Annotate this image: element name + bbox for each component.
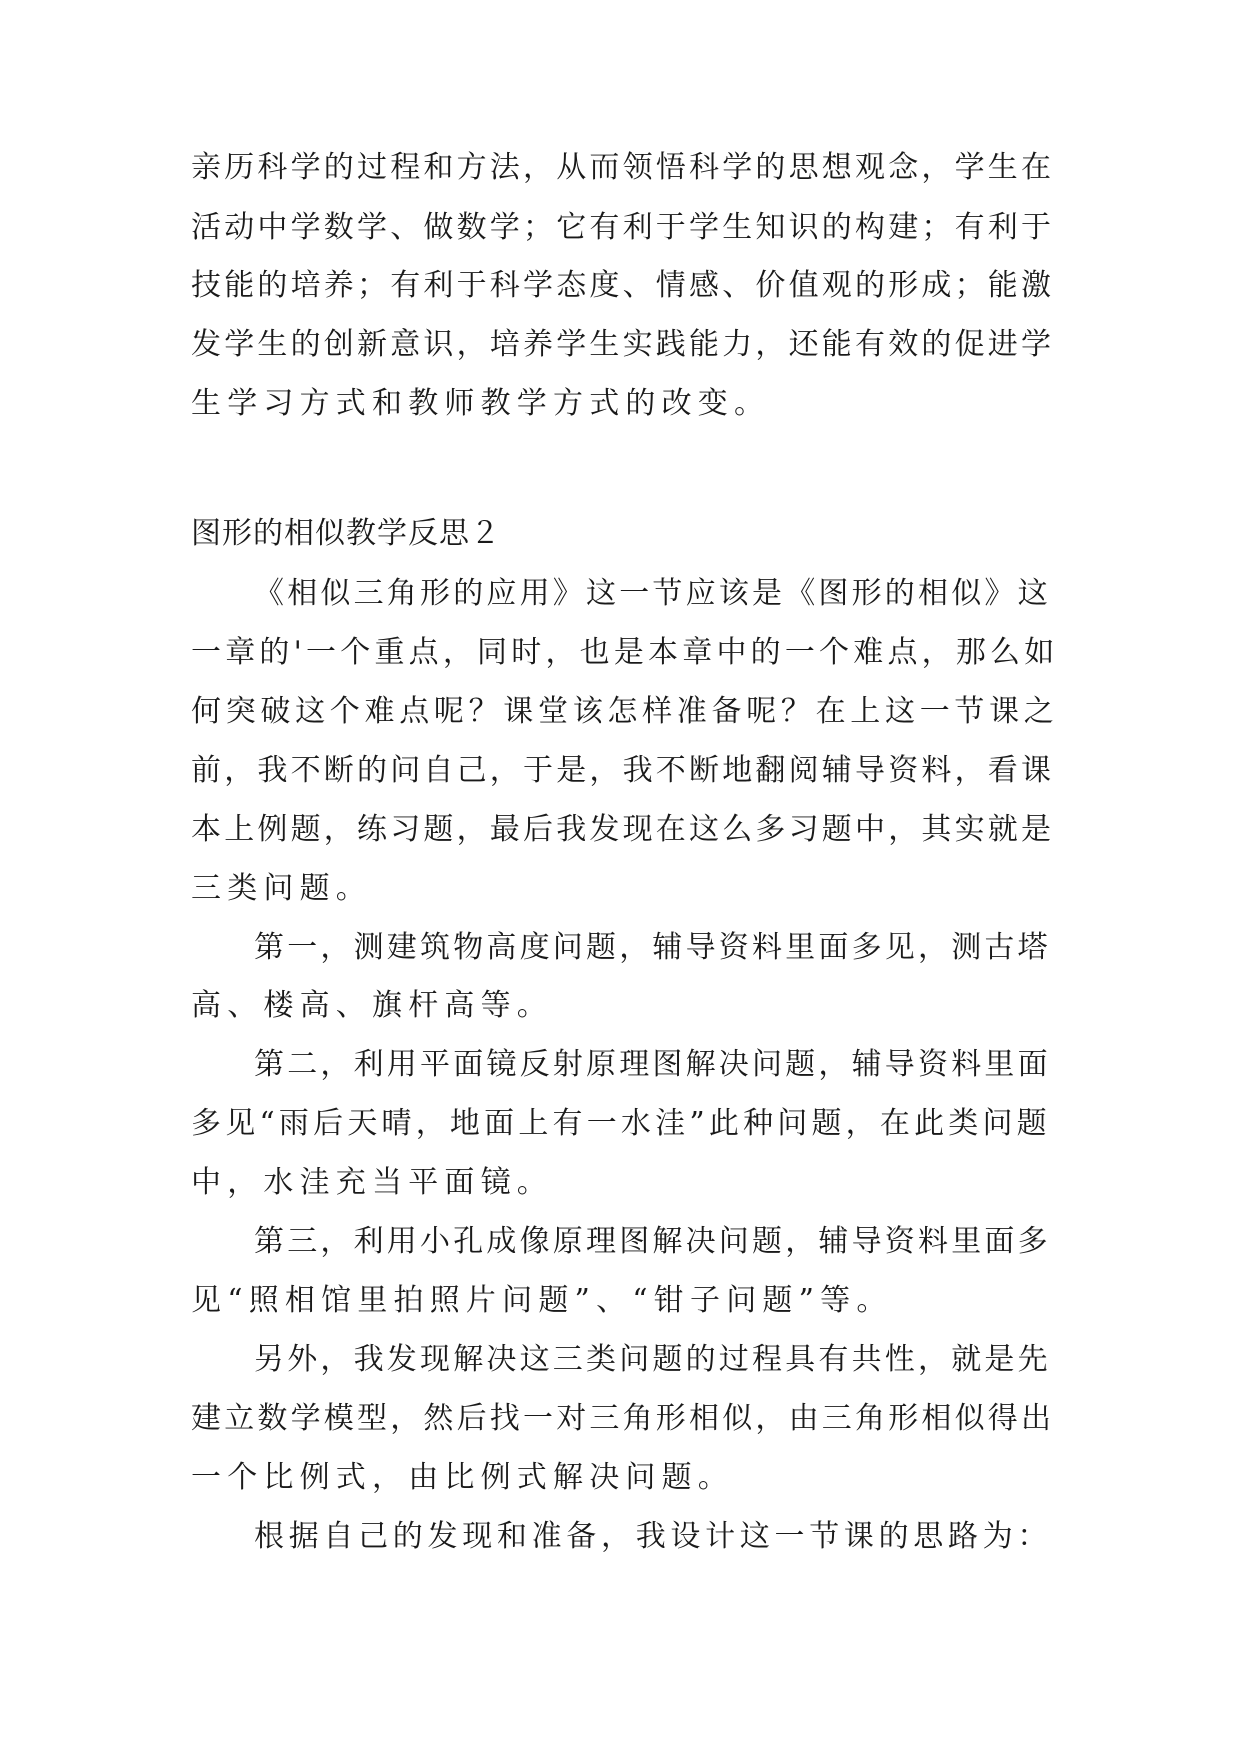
section-heading: 图形的相似教学反思２ [191, 516, 501, 551]
text-line: 见“照相馆里拍照片问题”、“钳子问题”等。 [191, 1283, 893, 1318]
text-line: 活动中学数学、做数学；它有利于学生知识的构建；有利于 [191, 210, 1055, 245]
text-line: 多见“雨后天晴，地面上有一水洼”此种问题，在此类问题 [191, 1106, 1051, 1141]
text-line: 本上例题，练习题，最后我发现在这么多习题中，其实就是 [191, 812, 1055, 847]
paragraph-start: 第一，测建筑物高度问题，辅导资料里面多见，测古塔 [254, 930, 1051, 965]
text-line: 技能的培养；有利于科学态度、情感、价值观的形成；能激 [191, 268, 1055, 303]
text-line: 生学习方式和教师教学方式的改变。 [191, 386, 771, 421]
paragraph-start: 第三，利用小孔成像原理图解决问题，辅导资料里面多 [254, 1224, 1051, 1259]
text-line: 三类问题。 [191, 871, 372, 906]
text-line: 高、楼高、旗杆高等。 [191, 988, 553, 1023]
paragraph-start: 另外，我发现解决这三类问题的过程具有共性，就是先 [254, 1342, 1051, 1377]
text-line: 中，水洼充当平面镜。 [191, 1165, 553, 1200]
text-line: 建立数学模型，然后找一对三角形相似，由三角形相似得出 [191, 1401, 1055, 1436]
paragraph-start: 《相似三角形的应用》这一节应该是《图形的相似》这 [254, 576, 1051, 611]
text-line: 一个比例式，由比例式解决问题。 [191, 1460, 734, 1495]
paragraph-start: 根据自己的发现和准备，我设计这一节课的思路为： [254, 1519, 1053, 1554]
paragraph-start: 第二，利用平面镜反射原理图解决问题，辅导资料里面 [254, 1047, 1051, 1082]
text-line: 亲历科学的过程和方法，从而领悟科学的思想观念，学生在 [191, 150, 1055, 185]
text-line: 前，我不断的问自己，于是，我不断地翻阅辅导资料，看课 [191, 753, 1055, 788]
text-line: 发学生的创新意识，培养学生实践能力，还能有效的促进学 [191, 327, 1055, 362]
text-line: 何突破这个难点呢？课堂该怎样准备呢？在上这一节课之 [191, 694, 1059, 729]
text-line: 一章的'一个重点，同时，也是本章中的一个难点，那么如 [191, 635, 1059, 670]
